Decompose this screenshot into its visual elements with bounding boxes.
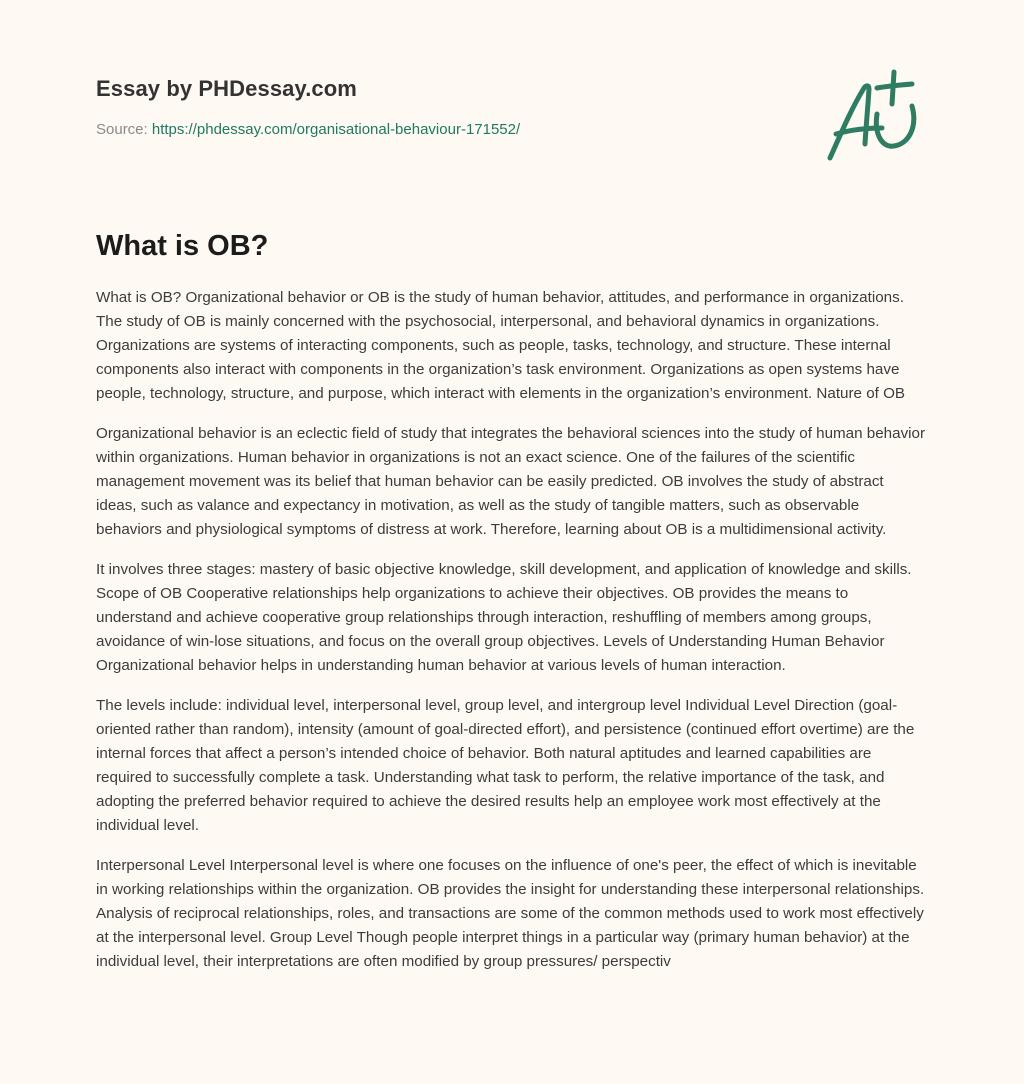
- article-paragraph: Organizational behavior is an eclectic field of study that integrates the behavioral sciences into the study of human behavior within organizations. Human behavior in organizations is not an exact science. One of the failures of the scientific management movement was its belief that human behavior can be easily predicted. OB involves the study of abstract ideas, such as valance and expectancy in motivation, as well as the study of tangible matters, such as observable behaviors and physiological symptoms of distress at work. Therefore, learning about OB is a multidimensional activity.: [96, 425, 926, 538]
- a-plus-grade-icon: [822, 66, 930, 166]
- article-paragraph: It involves three stages: mastery of basic objective knowledge, skill development, and application of knowledge and skills. Scope of OB Cooperative relationships help organizations to achieve their objectives. OB provides the means to understand and achieve cooperative group relationships through interaction, reshuffling of members among groups, avoidance of win-lose situations, and focus on the overall group objectives. Levels of Understanding Human Behavior Organizational behavior helps in understanding human behavior at various levels of human interaction.: [96, 561, 912, 674]
- article-paragraph: Interpersonal Level Interpersonal level is where one focuses on the influence of one's peer, the effect of which is inevitable in working relationships within the organization. OB provides the insight for understanding these interpersonal relationships. Analysis of reciprocal relationships, roles, and transactions are some of the common methods used to work most effectively at the interpersonal level. Group Level Though people interpret things in a particular way (primary human behavior) at the individual level, their interpretations are often modified by group pressures/ perspectiv: [96, 857, 925, 970]
- article-title: What is OB?: [96, 230, 269, 262]
- source-line: [96, 120, 926, 140]
- source-label: Source:: [96, 121, 152, 138]
- site-title: Essay by PHDessay.com: [96, 76, 357, 101]
- article: [96, 226, 928, 990]
- article-paragraph: What is OB? Organizational behavior or OB is the study of human behavior, attitudes, and performance in organizations. The study of OB is mainly concerned with the psychosocial, interpersonal, and behavioral dynamics in organizations. Organizations are systems of interacting components, such as people, tasks, technology, and structure. These internal components also interact with components in the organization’s task environment. Organizations as open systems have people, technology, structure, and purpose, which interact with elements in the organization’s environment. Nature of OB: [96, 289, 906, 402]
- article-paragraph: The levels include: individual level, interpersonal level, group level, and intergroup level Individual Level Direction (goal-oriented rather than random), intensity (amount of goal-directed effort), and persistence (continued effort overtime) are the internal forces that affect a person’s intended choice of behavior. Both natural aptitudes and learned capabilities are required to successfully complete a task. Understanding what task to perform, the relative importance of the task, and adopting the preferred behavior required to achieve the desired results help an employee work most effectively at the individual level.: [96, 697, 915, 834]
- page-header: [96, 74, 926, 140]
- source-link[interactable]: https://phdessay.com/organisational-behaviour-171552/: [151, 121, 521, 138]
